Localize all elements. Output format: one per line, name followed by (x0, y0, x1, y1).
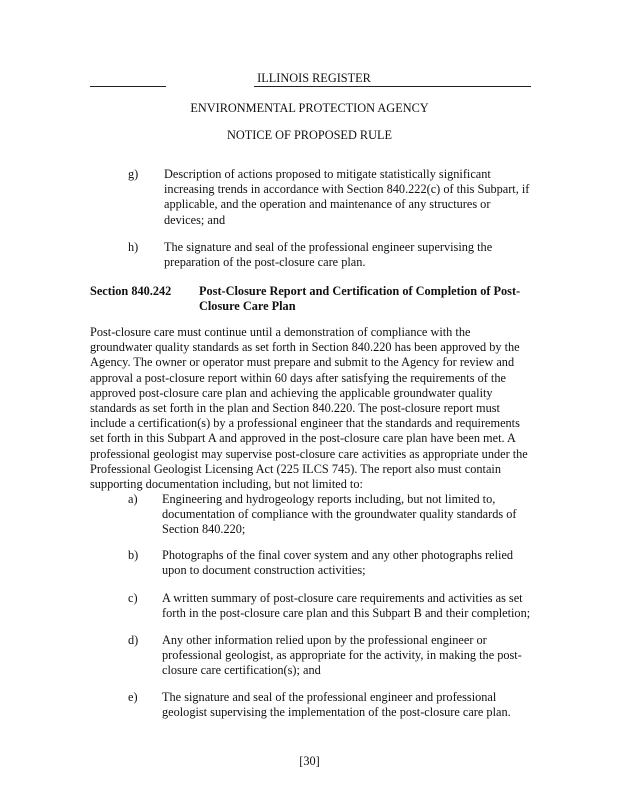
register-title: ILLINOIS REGISTER (257, 71, 371, 85)
header-rule-right (254, 86, 531, 87)
item-d-label: d) (128, 633, 139, 647)
notice-title: NOTICE OF PROPOSED RULE (227, 128, 392, 142)
item-b-text: Photographs of the final cover system and any other photographs relied upon to document construction activities; (162, 548, 514, 578)
item-e-text: The signature and seal of the professional engineer and professional geologist supervising the implementation of the post-closure care plan. (162, 690, 511, 720)
header-rule-left (90, 86, 166, 87)
item-g-label: g) (128, 167, 139, 181)
item-c-label: c) (128, 591, 138, 605)
item-a-text: Engineering and hydrogeology reports including, but not limited to, documentation of compliance with the groundwater quality standards of Section 840.220; (162, 492, 517, 537)
item-c-text: A written summary of post-closure care requirements and activities as set forth in the post-closure care plan and this Subpart B and their completion; (162, 591, 531, 621)
page-number: [30] (299, 754, 320, 768)
item-g-text: Description of actions proposed to mitigate statistically significant increasing trends in accordance with Section 840.222(c) of this Subpart, if applicable, and the operation and maintenance of any structures or devices; and (164, 167, 530, 227)
item-a-label: a) (128, 492, 138, 506)
item-b-label: b) (128, 548, 139, 562)
item-d-text: Any other information relied upon by the professional engineer or professional geologist, as appropriate for the activity, in making the post-closure care certification(s); and (162, 633, 522, 678)
section-title: Post-Closure Report and Certification of Completion of Post-Closure Care Plan (199, 284, 521, 314)
section-body: Post-closure care must continue until a demonstration of compliance with the groundwater quality standards as set forth in Section 840.220 has been approved by the Agency. The owner or operator must prepare and submit to the Agency for review and approval a post-closure report within 60 days after satisfying the requirements of the approved post-closure care plan and achieving the applicable groundwater quality standards as set forth in the plan and Section 840.220. The post-closure report must include a certification(s) by a professional engineer that the standards and requirements set forth in this Subpart A and approved in the post-closure care plan have been met. A professional geologist may supervise post-closure care activities as appropriate under the Professional Geologist Licensing Act (225 ILCS 745). The report also must contain supporting documentation including, but not limited to: (90, 325, 528, 492)
item-h-label: h) (128, 240, 139, 254)
item-h-text: The signature and seal of the professional engineer supervising the preparation of the post-closure care plan. (164, 240, 493, 270)
section-number: Section 840.242 (90, 284, 172, 298)
agency-title: ENVIRONMENTAL PROTECTION AGENCY (190, 101, 429, 115)
item-e-label: e) (128, 690, 138, 704)
